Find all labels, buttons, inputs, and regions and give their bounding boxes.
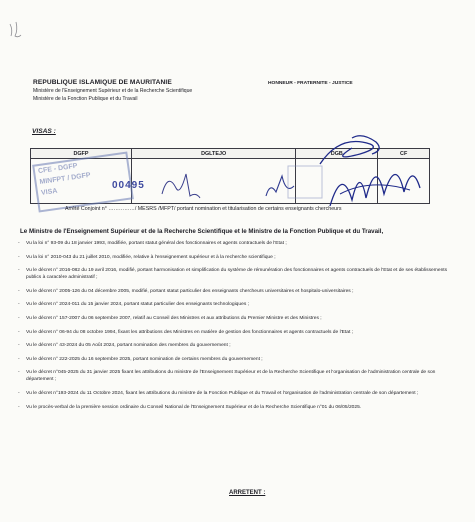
dgltejo-signature — [140, 158, 210, 202]
stamp-line: CFE - DGFP — [37, 162, 78, 176]
consideration-item: - Vu le décret n°045-2025 du 31 janvier 2025 fixant les attributions du ministre de l'Enseignement Supérieur et de la Recherche Scientifique et l'organisation de l'administration centrale de son département ; — [18, 369, 460, 383]
arretent-heading: ARRETENT : — [229, 490, 266, 496]
consideration-item: - Vu le décret n° 157-2007 du 06 septembre 2007, relatif au Conseil des Ministres et aux attributions du Premier Ministre et des Ministres ; — [18, 315, 460, 322]
consideration-item: - Vu le décret n° 2024-011 du 15 janvier 2024, portant statut particulier des enseignants technologiques ; — [18, 301, 460, 308]
ministry-higher-education: Ministère de l'Enseignement Supérieur et de la Recherche Scientifique — [33, 88, 193, 94]
visa-column-dgfp: DGFP — [31, 149, 132, 159]
visa-column-dgltejo: DGLTEJO — [131, 149, 295, 159]
consideration-item: - Vu la loi n° 93-09 du 18 janvier 1993, modifiée, portant statut général des fonctionnaires et agents contractuels de l'Etat ; — [18, 240, 460, 247]
consideration-item: - Vu le décret n° 2016-082 du 19 avril 2016, modifié, portant harmonisation et simplification du système de rémunération des fonctionnaires et agents contractuels de l'Etat et de ses établissements publics à caractère administratif ; — [18, 267, 460, 281]
consideration-item: - Vu le procès-verbal de la première session ordinaire du Conseil National de l'Enseignement Supérieur et de la Recherche Scientifique n°01 du 06/05/2025. — [18, 404, 460, 411]
country-name: REPUBLIQUE ISLAMIQUE DE MAURITANIE — [33, 79, 172, 86]
ministry-public-service: Ministère de la Fonction Publique et du Travail — [33, 96, 138, 102]
preamble-intro: Le Ministre de l'Enseignement Supérieur et de la Recherche Scientifique et le Ministre de la Fonction Publique et du Travail, — [20, 228, 384, 235]
stamp-line: VISA — [40, 187, 58, 197]
consideration-item: - Vu le décret n° 06-94 du 08 octobre 1994, fixant les attributions des Ministres en matière de gestion des fonctionnaires et agents contractuels de l'Etat ; — [18, 329, 460, 336]
visa-column-dgb: DGB — [296, 149, 378, 159]
consideration-item: - Vu la loi n° 2010-043 du 21 juillet 2010, modifiée, relative à l'enseignement supérieur et à la recherche scientifique ; — [18, 254, 460, 261]
national-motto: HONNEUR - FRATERNITE - JUSTICE — [268, 81, 353, 86]
stamp-line: MINFPT / DGFP — [39, 171, 91, 187]
consideration-item: - Vu le décret n° 222-2025 du 16 septembre 2025, portant nomination de certains membres du gouvernement ; — [18, 356, 460, 363]
consideration-item: - Vu le décret n°193-2024 du 11 Octobre 2024, fixant les attributions du ministre de la Fonction Publique et du Travail et l'organisation de l'administration centrale de son département ; — [18, 390, 460, 397]
stamp-registration-number: 00495 — [112, 180, 145, 191]
considerations-list — [18, 240, 460, 417]
visa-column-cf: CF — [378, 149, 430, 159]
consideration-item: - Vu le décret n° 43-2024 du 05 Août 2024, portant nomination des membres du gouvernement ; — [18, 342, 460, 349]
issuing-authority-header — [33, 78, 273, 103]
corner-scribble-mark — [4, 16, 44, 56]
arrete-reference-line: Arrêté Conjoint n° ……………/ MESRS /MFPT/ portant nomination et titularisation de certains enseignants chercheurs — [65, 206, 342, 212]
consideration-item: - Vu le décret n° 2005-126 du 04 décembre 2005, modifié, portant statut particulier des enseignants chercheurs universitaires et hospitalo-universitaires ; — [18, 288, 460, 295]
visas-label: VISAS : — [32, 128, 56, 135]
